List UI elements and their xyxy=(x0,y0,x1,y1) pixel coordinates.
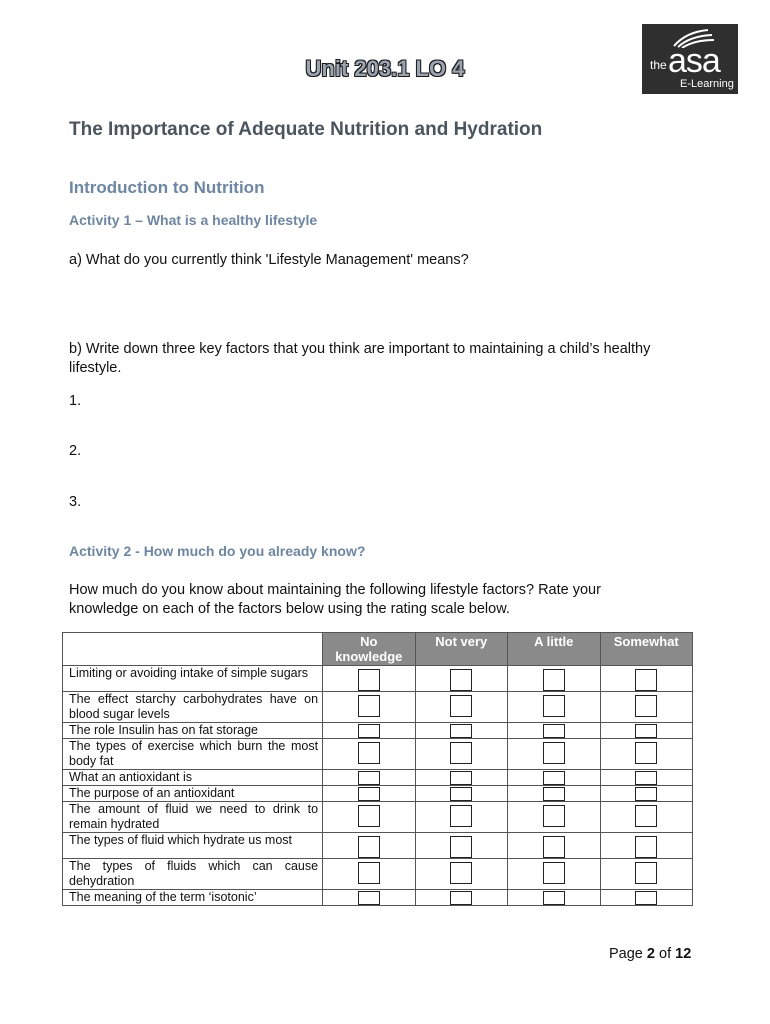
table-row xyxy=(63,859,693,890)
answer-item-1: 1. xyxy=(69,393,82,409)
activity-2-intro-line-2: knowledge on each of the factors below using the rating scale below. xyxy=(69,601,510,617)
rating-checkbox[interactable] xyxy=(450,742,472,764)
table-row xyxy=(63,692,693,723)
row-label: The amount of fluid we need to drink to remain hydrated xyxy=(63,802,323,833)
page-heading: The Importance of Adequate Nutrition and Hydration xyxy=(69,119,543,140)
rating-checkbox[interactable] xyxy=(543,836,565,858)
row-label: The types of exercise which burn the most body fat xyxy=(63,739,323,770)
table-row xyxy=(63,833,693,859)
question-b-line-2: lifestyle. xyxy=(69,360,122,376)
logo-asa: asa xyxy=(668,42,720,80)
row-label: The types of fluid which hydrate us most xyxy=(63,833,323,859)
rating-checkbox[interactable] xyxy=(635,891,657,905)
rating-table xyxy=(62,632,693,906)
header-blank xyxy=(63,633,323,666)
question-b-line-1: b) Write down three key factors that you think are important to maintaining a child’s healthy xyxy=(69,341,651,357)
rating-checkbox[interactable] xyxy=(635,836,657,858)
page-of-word: of xyxy=(654,946,676,962)
section-heading: Introduction to Nutrition xyxy=(69,178,265,197)
table-header-row xyxy=(63,633,693,666)
rating-checkbox[interactable] xyxy=(543,771,565,785)
logo-the: the xyxy=(650,58,667,72)
table-row xyxy=(63,666,693,692)
header-no-knowledge: No knowledge xyxy=(323,633,415,666)
rating-checkbox[interactable] xyxy=(635,669,657,691)
rating-checkbox[interactable] xyxy=(358,742,380,764)
rating-checkbox[interactable] xyxy=(358,724,380,738)
rating-checkbox[interactable] xyxy=(450,724,472,738)
row-label: The effect starchy carbohydrates have on blood sugar levels xyxy=(63,692,323,723)
rating-checkbox[interactable] xyxy=(358,891,380,905)
page-current: 2 xyxy=(646,946,655,962)
rating-checkbox[interactable] xyxy=(358,669,380,691)
activity-2-intro-line-1: How much do you know about maintaining the following lifestyle factors? Rate your xyxy=(69,582,601,598)
rating-checkbox[interactable] xyxy=(450,669,472,691)
activity-2-title: Activity 2 - How much do you already know? xyxy=(69,543,366,559)
rating-checkbox[interactable] xyxy=(450,787,472,801)
row-label: The meaning of the term ‘isotonic’ xyxy=(63,890,323,906)
table-row xyxy=(63,786,693,802)
table-row xyxy=(63,770,693,786)
rating-checkbox[interactable] xyxy=(450,891,472,905)
rating-checkbox[interactable] xyxy=(635,862,657,884)
rating-checkbox[interactable] xyxy=(450,771,472,785)
rating-checkbox[interactable] xyxy=(635,695,657,717)
rating-checkbox[interactable] xyxy=(635,771,657,785)
header-not-very: Not very xyxy=(415,633,507,666)
rating-checkbox[interactable] xyxy=(543,695,565,717)
rating-checkbox[interactable] xyxy=(543,742,565,764)
row-label: The purpose of an antioxidant xyxy=(63,786,323,802)
rating-checkbox[interactable] xyxy=(543,724,565,738)
rating-checkbox[interactable] xyxy=(635,742,657,764)
table-row xyxy=(63,890,693,906)
page-word: Page xyxy=(609,946,647,962)
activity-1-title: Activity 1 – What is a healthy lifestyle xyxy=(69,212,318,228)
rating-checkbox[interactable] xyxy=(450,862,472,884)
rating-checkbox[interactable] xyxy=(358,695,380,717)
rating-checkbox[interactable] xyxy=(635,805,657,827)
rating-checkbox[interactable] xyxy=(358,836,380,858)
row-label: The types of fluids which can cause dehydration xyxy=(63,859,323,890)
unit-title: Unit 203.1 LO 4 xyxy=(305,56,465,81)
rating-checkbox[interactable] xyxy=(450,805,472,827)
rating-checkbox[interactable] xyxy=(358,805,380,827)
question-a: a) What do you currently think 'Lifestyle Management' means? xyxy=(69,252,469,268)
rating-checkbox[interactable] xyxy=(543,787,565,801)
rating-checkbox[interactable] xyxy=(543,669,565,691)
row-label: Limiting or avoiding intake of simple sugars xyxy=(63,666,323,692)
answer-item-3: 3. xyxy=(69,494,82,510)
rating-checkbox[interactable] xyxy=(358,787,380,801)
rating-checkbox[interactable] xyxy=(543,891,565,905)
rating-checkbox[interactable] xyxy=(635,724,657,738)
table-row xyxy=(63,802,693,833)
rating-checkbox[interactable] xyxy=(450,695,472,717)
logo-elearning: E-Learning xyxy=(680,78,734,90)
page-total: 12 xyxy=(675,946,692,962)
page-number xyxy=(609,946,691,962)
table-row xyxy=(63,723,693,739)
row-label: The role Insulin has on fat storage xyxy=(63,723,323,739)
rating-checkbox[interactable] xyxy=(543,805,565,827)
table-row xyxy=(63,739,693,770)
answer-item-2: 2. xyxy=(69,443,82,459)
row-label: What an antioxidant is xyxy=(63,770,323,786)
rating-checkbox[interactable] xyxy=(543,862,565,884)
rating-checkbox[interactable] xyxy=(358,862,380,884)
rating-checkbox[interactable] xyxy=(450,836,472,858)
rating-checkbox[interactable] xyxy=(635,787,657,801)
header-a-little: A little xyxy=(508,633,600,666)
header-somewhat: Somewhat xyxy=(600,633,693,666)
rating-checkbox[interactable] xyxy=(358,771,380,785)
